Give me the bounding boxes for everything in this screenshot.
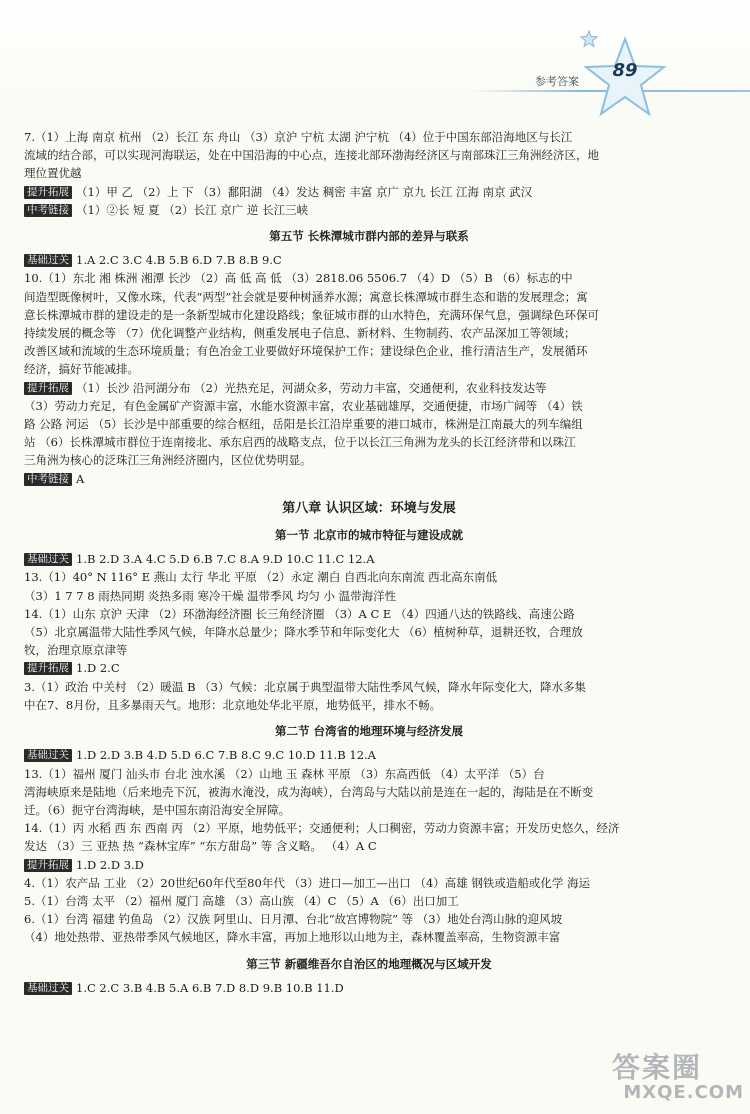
- answer-line: （3）劳动力充足，有色金属矿产资源丰富，水能水资源丰富，农业基础雄厚，交通便捷，市场广阔等 （4）铁: [24, 398, 583, 413]
- answer-line: [24, 251, 714, 269]
- answer-text: （1）②长 短 夏 （2）长江 京广 逆 长江三峡: [76, 202, 309, 217]
- answer-line: 13.（1）福州 厦门 汕头市 台北 浊水溪 （2）山地 玉 森林 平原 （3）东高西低 （4）太平洋 （5）台: [24, 766, 545, 781]
- watermark-domain: MXQE.COM: [623, 1082, 744, 1103]
- tag-jichu: 基础过关: [24, 254, 72, 267]
- answer-line: 14.（1）丙 水稻 西 东 西南 丙 （2）平原，地势低平；交通便利；人口稠密，劳动力资源丰富；开发历史悠久，经济: [24, 821, 620, 836]
- answer-text: 1.D 2.D 3.B 4.D 5.D 6.C 7.B 8.C 9.C 10.D 11.B 12.A: [76, 748, 376, 763]
- answer-line: 7.（1）上海 南京 杭州 （2）长江 东 舟山 （3）京沪 宁杭 太湖 沪宁杭 （4）位于中国东部沿海地区与长江: [24, 130, 573, 144]
- answer-line: [24, 379, 714, 397]
- answer-line: 中在7、8月份，且多暴雨天气。地形：北京地处华北平原，地势低平，排水不畅。: [24, 697, 442, 712]
- section-title: 第三节 新疆维吾尔自治区的地理概况与区域开发: [246, 956, 492, 971]
- answer-line: 发达 （3）三 亚热 热 “森林宝库” “东方甜岛” 等 含义略。 （4）A C: [24, 839, 377, 854]
- tag-zhongkao: 中考链接: [24, 204, 72, 217]
- answer-content: [24, 128, 714, 997]
- answer-line: 间造型既像树叶，又像水珠，代表“两型”社会就是要种树涵养水源；寓意长株潭城市群生态和谐的发展理念；寓: [24, 289, 588, 304]
- section-title: 第五节 长株潭城市群内部的差异与联系: [269, 229, 469, 244]
- answer-line: 站 （6）长株潭城市群位于连南接北、承东启西的战略支点，位于以长江三角洲为龙头的长江经济带和以珠江: [24, 435, 576, 450]
- answer-line: 流域的结合部，可以实现河海联运，处在中国沿海的中心点，连接北部环渤海经济区与南部珠江三角洲经济区，地: [24, 148, 599, 163]
- answer-line: 改善区域和流域的生态环境质量；有色冶金工业要做好环境保护工作；建设绿色企业，推行清洁生产，发展循环: [24, 344, 588, 359]
- section-title: 第二节 台湾省的地理环境与经济发展: [274, 724, 463, 739]
- page-number: 89: [612, 60, 638, 81]
- answer-line: [24, 550, 714, 568]
- chapter-title: 第八章 认识区域：环境与发展: [282, 500, 456, 516]
- answer-text: （1）长沙 沿河湖分布 （2）光热充足，河湖众多，劳动力丰富，交通便利，农业科技发达等: [76, 380, 547, 395]
- answer-line: 13.（1）40° N 116° E 燕山 太行 华北 平原 （2）永定 潮白 自西北向东南流 西北高东南低: [24, 570, 498, 585]
- section-title: 第一节 北京市的城市特征与建设成就: [274, 528, 463, 543]
- answer-text: 1.D 2.D 3.D: [76, 857, 144, 872]
- answer-line: [24, 856, 714, 874]
- answer-line: [24, 746, 714, 764]
- answer-text: 1.B 2.D 3.A 4.C 5.D 6.B 7.C 8.A 9.D 10.C 11.C 12.A: [76, 552, 375, 567]
- answer-text: （1）甲 乙 （2）上 下 （3）鄱阳湖 （4）发达 稠密 丰富 京广 京九 长江 江海 南京 武汉: [76, 184, 533, 199]
- answer-line: 理位置优越: [24, 166, 82, 181]
- tag-jichu: 基础过关: [24, 749, 72, 762]
- answer-text: 1.D 2.C: [76, 661, 120, 676]
- watermark-text: 答案圈: [612, 1051, 703, 1084]
- answer-line: [24, 470, 714, 488]
- answer-line: 迁。（6）扼守台湾海峡，是中国东南沿海安全屏障。: [24, 802, 291, 817]
- answer-text: 1.C 2.C 3.B 4.B 5.A 6.B 7.D 8.D 9.B 10.B 11.D: [76, 980, 344, 995]
- answer-line: （5）北京属温带大陆性季风气候，年降水总量少；降水季节和年际变化大 （6）植树种草，退耕还牧，合理放: [24, 625, 583, 640]
- answer-text: 1.A 2.C 3.C 4.B 5.B 6.D 7.B 8.B 9.C: [76, 253, 282, 268]
- watermark-logo: [612, 1046, 744, 1110]
- header-label: 参考答案: [535, 75, 579, 88]
- answer-line: 经济，搞好节能减排。: [24, 362, 139, 377]
- answer-text: A: [76, 471, 85, 486]
- answer-line: 意长株潭城市群的建设走的是一条新型城市化建设路线；象征城市群的山水特色，充满环保气息，强调绿色环保可: [24, 307, 599, 322]
- answer-line: 4.（1）农产品 工业 （2）20世纪60年代至80年代 （3）进口—加工—出口 （4）高雄 钢铁或造船或化学 海运: [24, 875, 591, 890]
- answer-line: [24, 201, 714, 219]
- answer-line: 5.（1）台湾 太平 （2）福州 厦门 高雄 （3）高山族 （4）C （5）A （6）出口加工: [24, 893, 459, 908]
- tag-jichu: 基础过关: [24, 553, 72, 566]
- answer-line: [24, 659, 714, 677]
- tag-tisheng: 提升拓展: [24, 382, 72, 395]
- tag-tisheng: 提升拓展: [24, 662, 72, 675]
- answer-line: [24, 979, 714, 997]
- tag-tisheng: 提升拓展: [24, 859, 72, 872]
- answer-line: 3.（1）政治 中关村 （2）暖温 B （3）气候：北京属于典型温带大陆性季风气候，降水年际变化大，降水多集: [24, 679, 586, 694]
- answer-line: 路 公路 河运 （5）长沙是中部重要的综合枢纽，岳阳是长江沿岸重要的港口城市，株洲是江南最大的列车编组: [24, 417, 583, 432]
- answer-line: 牧，治理京原京津等: [24, 643, 128, 658]
- answer-line: （4）地处热带、亚热带季风气候地区，降水丰富，再加上地形以山地为主，森林覆盖率高，生物资源丰富: [24, 930, 561, 945]
- answer-line: [24, 183, 714, 201]
- tag-zhongkao: 中考链接: [24, 473, 72, 486]
- answer-line: 6.（1）台湾 福建 钓鱼岛 （2）汉族 阿里山、日月潭、台北“故宫博物院” 等 （3）地处台湾山脉的迎风坡: [24, 912, 563, 927]
- answer-line: 14.（1）山东 京沪 天津 （2）环渤海经济圈 长三角经济圈 （3）A C E （4）四通八达的铁路线、高速公路: [24, 606, 575, 621]
- answer-line: 三角洲为核心的泛珠江三角洲经济圈内，区位优势明显。: [24, 453, 312, 468]
- tag-tisheng: 提升拓展: [24, 186, 72, 199]
- answer-line: 10.（1）东北 湘 株洲 湘潭 长沙 （2）高 低 高 低 （3）2818.06 5506.7 （4）D （5）B （6）标志的中: [24, 271, 573, 286]
- tag-jichu: 基础过关: [24, 982, 72, 995]
- answer-line: 持续发展的概念等 （7）优化调整产业结构，侧重发展电子信息、新材料、生物制药、农产品深加工等领域；: [24, 326, 576, 341]
- answer-line: 湾海峡原来是陆地（后来地壳下沉，被海水淹没，成为海峡），台湾岛与大陆以前是连在一起的，海陆是在不断变: [24, 784, 594, 799]
- answer-line: （3）1 7 7 8 雨热同期 炎热多雨 寒冷干燥 温带季风 均匀 小 温带海洋性: [24, 588, 397, 603]
